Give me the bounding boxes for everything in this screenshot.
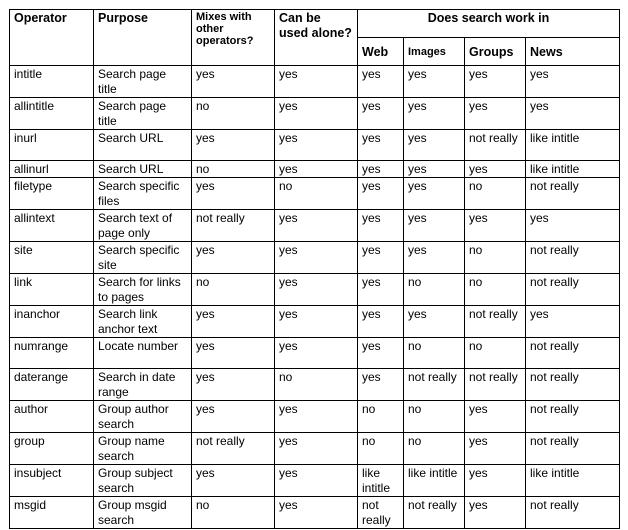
header-search-in: Does search work in: [358, 10, 620, 38]
cell-purpose: Group msgid search: [94, 497, 192, 529]
cell-purpose: Search URL: [94, 161, 192, 178]
cell-alone: no: [275, 178, 358, 210]
cell-alone: yes: [275, 210, 358, 242]
cell-news: like intitle: [526, 130, 620, 161]
cell-operator: author: [10, 401, 94, 433]
cell-purpose: Search link anchor text: [94, 306, 192, 338]
table-row: [10, 369, 620, 401]
cell-images: no: [404, 274, 465, 306]
cell-operator: intitle: [10, 66, 94, 98]
cell-purpose: Search page title: [94, 98, 192, 130]
cell-web: yes: [358, 242, 404, 274]
cell-alone: yes: [275, 338, 358, 369]
table-row: [10, 465, 620, 497]
cell-news: yes: [526, 98, 620, 130]
cell-mixes: not really: [192, 210, 275, 242]
table-row: [10, 130, 620, 161]
cell-news: not really: [526, 369, 620, 401]
cell-web: yes: [358, 274, 404, 306]
cell-news: like intitle: [526, 161, 620, 178]
table-body: [10, 66, 620, 529]
cell-mixes: no: [192, 98, 275, 130]
table-row: [10, 98, 620, 130]
cell-web: yes: [358, 210, 404, 242]
cell-web: yes: [358, 161, 404, 178]
cell-alone: yes: [275, 497, 358, 529]
table-row: [10, 497, 620, 529]
table-row: [10, 161, 620, 178]
cell-operator: allintitle: [10, 98, 94, 130]
cell-groups: no: [465, 178, 526, 210]
cell-news: not really: [526, 274, 620, 306]
cell-groups: yes: [465, 98, 526, 130]
cell-operator: inanchor: [10, 306, 94, 338]
cell-operator: numrange: [10, 338, 94, 369]
cell-images: no: [404, 433, 465, 465]
cell-groups: yes: [465, 210, 526, 242]
cell-news: not really: [526, 242, 620, 274]
cell-purpose: Search page title: [94, 66, 192, 98]
header-mixes: Mixes with other operators?: [192, 10, 275, 66]
cell-mixes: yes: [192, 178, 275, 210]
table-header: [10, 10, 620, 66]
cell-news: yes: [526, 306, 620, 338]
cell-images: yes: [404, 66, 465, 98]
table-row: [10, 210, 620, 242]
cell-news: like intitle: [526, 465, 620, 497]
cell-groups: yes: [465, 433, 526, 465]
cell-web: yes: [358, 338, 404, 369]
cell-operator: allinurl: [10, 161, 94, 178]
cell-groups: not really: [465, 369, 526, 401]
cell-groups: yes: [465, 401, 526, 433]
cell-groups: yes: [465, 161, 526, 178]
header-images: Images: [404, 38, 465, 66]
header-operator: Operator: [10, 10, 94, 66]
cell-purpose: Search for links to pages: [94, 274, 192, 306]
cell-alone: yes: [275, 130, 358, 161]
cell-web: yes: [358, 178, 404, 210]
cell-purpose: Group author search: [94, 401, 192, 433]
cell-news: not really: [526, 433, 620, 465]
cell-purpose: Group name search: [94, 433, 192, 465]
cell-alone: yes: [275, 306, 358, 338]
cell-images: like intitle: [404, 465, 465, 497]
cell-web: yes: [358, 66, 404, 98]
cell-alone: no: [275, 369, 358, 401]
cell-purpose: Search URL: [94, 130, 192, 161]
cell-mixes: yes: [192, 465, 275, 497]
search-operators-table: [9, 9, 620, 529]
cell-images: no: [404, 338, 465, 369]
cell-web: yes: [358, 130, 404, 161]
table-row: [10, 178, 620, 210]
cell-web: yes: [358, 369, 404, 401]
cell-operator: allintext: [10, 210, 94, 242]
cell-groups: yes: [465, 497, 526, 529]
cell-mixes: no: [192, 497, 275, 529]
cell-news: yes: [526, 210, 620, 242]
cell-operator: inurl: [10, 130, 94, 161]
cell-groups: yes: [465, 465, 526, 497]
cell-images: yes: [404, 242, 465, 274]
cell-images: not really: [404, 369, 465, 401]
cell-mixes: yes: [192, 369, 275, 401]
table-row: [10, 242, 620, 274]
table-row: [10, 401, 620, 433]
header-web: Web: [358, 38, 404, 66]
table-row: [10, 306, 620, 338]
cell-images: yes: [404, 98, 465, 130]
cell-purpose: Locate number: [94, 338, 192, 369]
cell-operator: msgid: [10, 497, 94, 529]
cell-alone: yes: [275, 465, 358, 497]
cell-news: not really: [526, 497, 620, 529]
cell-alone: yes: [275, 274, 358, 306]
cell-mixes: yes: [192, 66, 275, 98]
table-row: [10, 66, 620, 98]
cell-mixes: yes: [192, 306, 275, 338]
cell-groups: no: [465, 274, 526, 306]
cell-images: not really: [404, 497, 465, 529]
cell-web: not really: [358, 497, 404, 529]
cell-mixes: no: [192, 274, 275, 306]
cell-web: yes: [358, 306, 404, 338]
cell-mixes: yes: [192, 130, 275, 161]
cell-images: yes: [404, 178, 465, 210]
cell-mixes: no: [192, 161, 275, 178]
cell-operator: daterange: [10, 369, 94, 401]
cell-groups: not really: [465, 306, 526, 338]
cell-groups: yes: [465, 66, 526, 98]
cell-purpose: Search in date range: [94, 369, 192, 401]
cell-groups: no: [465, 338, 526, 369]
header-news: News: [526, 38, 620, 66]
cell-web: no: [358, 433, 404, 465]
cell-web: like intitle: [358, 465, 404, 497]
cell-mixes: yes: [192, 338, 275, 369]
cell-news: yes: [526, 66, 620, 98]
cell-news: not really: [526, 178, 620, 210]
cell-groups: no: [465, 242, 526, 274]
cell-mixes: yes: [192, 242, 275, 274]
cell-images: yes: [404, 210, 465, 242]
cell-web: yes: [358, 98, 404, 130]
table-row: [10, 338, 620, 369]
cell-purpose: Search text of page only: [94, 210, 192, 242]
cell-operator: filetype: [10, 178, 94, 210]
cell-purpose: Group subject search: [94, 465, 192, 497]
table-row: [10, 274, 620, 306]
cell-operator: insubject: [10, 465, 94, 497]
cell-news: not really: [526, 338, 620, 369]
cell-purpose: Search specific site: [94, 242, 192, 274]
cell-operator: group: [10, 433, 94, 465]
cell-images: yes: [404, 130, 465, 161]
cell-alone: yes: [275, 98, 358, 130]
cell-alone: yes: [275, 161, 358, 178]
cell-groups: not really: [465, 130, 526, 161]
cell-images: yes: [404, 306, 465, 338]
cell-alone: yes: [275, 433, 358, 465]
operators-table-container: [9, 9, 620, 529]
cell-operator: link: [10, 274, 94, 306]
cell-mixes: not really: [192, 433, 275, 465]
header-purpose: Purpose: [94, 10, 192, 66]
cell-alone: yes: [275, 242, 358, 274]
header-groups: Groups: [465, 38, 526, 66]
cell-purpose: Search specific files: [94, 178, 192, 210]
cell-web: no: [358, 401, 404, 433]
cell-news: not really: [526, 401, 620, 433]
cell-images: no: [404, 401, 465, 433]
cell-alone: yes: [275, 66, 358, 98]
cell-operator: site: [10, 242, 94, 274]
table-row: [10, 433, 620, 465]
cell-images: yes: [404, 161, 465, 178]
header-alone: Can be used alone?: [275, 10, 358, 66]
cell-mixes: yes: [192, 401, 275, 433]
cell-alone: yes: [275, 401, 358, 433]
